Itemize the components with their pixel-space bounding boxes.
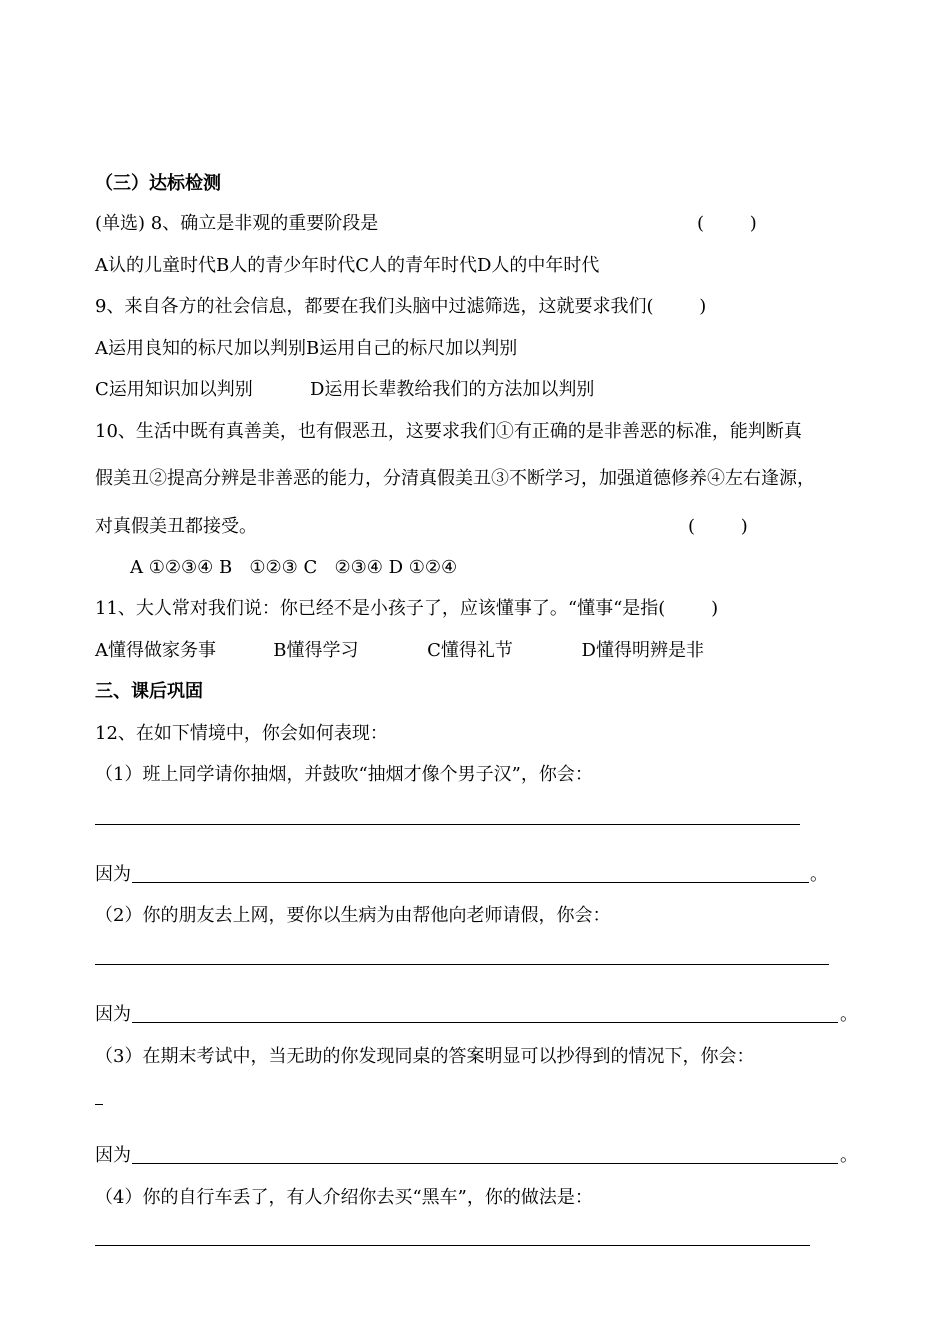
scenario-2-answer-line[interactable] <box>95 964 829 965</box>
scenario-2-period: 。 <box>840 1004 858 1025</box>
section-title-assessment: （三）达标检测 <box>95 173 221 194</box>
scenario-3-period: 。 <box>840 1145 858 1166</box>
scenario-3-reason-line[interactable] <box>132 1163 838 1164</box>
question-10-line2: 假美丑②提高分辨是非善恶的能力，分清真假美丑③不断学习，加强道德修养④左右逢源， <box>95 468 815 489</box>
scenario-1-text: （1）班上同学请你抽烟，并鼓吹“抽烟才像个男子汉”，你会： <box>95 764 593 785</box>
question-9-text: 9、来自各方的社会信息，都要在我们头脑中过滤筛选，这就要求我们( ) <box>95 296 707 317</box>
scenario-2-reason-line[interactable] <box>132 1022 838 1023</box>
question-10-line3: 对真假美丑都接受。 <box>95 516 257 537</box>
question-8-options: A认的儿童时代B人的青少年时代C人的青年时代D人的中年时代 <box>95 255 600 276</box>
question-8-answer-paren: ( ) <box>697 213 757 234</box>
question-9-options-line2: C运用知识加以判别 D运用长辈教给我们的方法加以判别 <box>95 379 595 400</box>
question-10-line1: 10、生活中既有真善美，也有假恶丑，这要求我们①有正确的是非善恶的标准，能判断真 <box>95 421 802 442</box>
part-title-after-class: 三、课后巩固 <box>95 681 203 702</box>
question-9-options-line1: A运用良知的标尺加以判别B运用自己的标尺加以判别 <box>95 338 518 359</box>
scenario-3-because-label: 因为 <box>95 1145 131 1166</box>
scenario-3-text: （3）在期末考试中，当无助的你发现同桌的答案明显可以抄得到的情况下，你会： <box>95 1046 755 1067</box>
scenario-4-answer-line[interactable] <box>95 1245 810 1246</box>
question-11-options: A懂得做家务事 B懂得学习 C懂得礼节 D懂得明辨是非 <box>95 640 704 661</box>
scenario-1-because-label: 因为 <box>95 864 131 885</box>
question-12-intro: 12、在如下情境中，你会如何表现： <box>95 723 388 744</box>
scenario-1-reason-line[interactable] <box>132 882 809 883</box>
scenario-2-text: （2）你的朋友去上网，要你以生病为由帮他向老师请假，你会： <box>95 905 611 926</box>
scenario-1-answer-line[interactable] <box>95 824 800 825</box>
question-10-options: A ①②③④ B ①②③ C ②③④ D ①②④ <box>130 557 458 578</box>
scenario-3-answer-line[interactable] <box>95 1104 103 1105</box>
scenario-2-because-label: 因为 <box>95 1004 131 1025</box>
scenario-1-period: 。 <box>810 864 828 885</box>
scenario-4-text: （4）你的自行车丢了，有人介绍你去买“黑车”，你的做法是： <box>95 1187 593 1208</box>
question-8-text: (单选) 8、确立是非观的重要阶段是 <box>95 213 379 234</box>
question-11-text: 11、大人常对我们说：你已经不是小孩子了，应该懂事了。“懂事“是指( ) <box>95 598 719 619</box>
question-10-answer-paren: ( ) <box>688 516 748 537</box>
